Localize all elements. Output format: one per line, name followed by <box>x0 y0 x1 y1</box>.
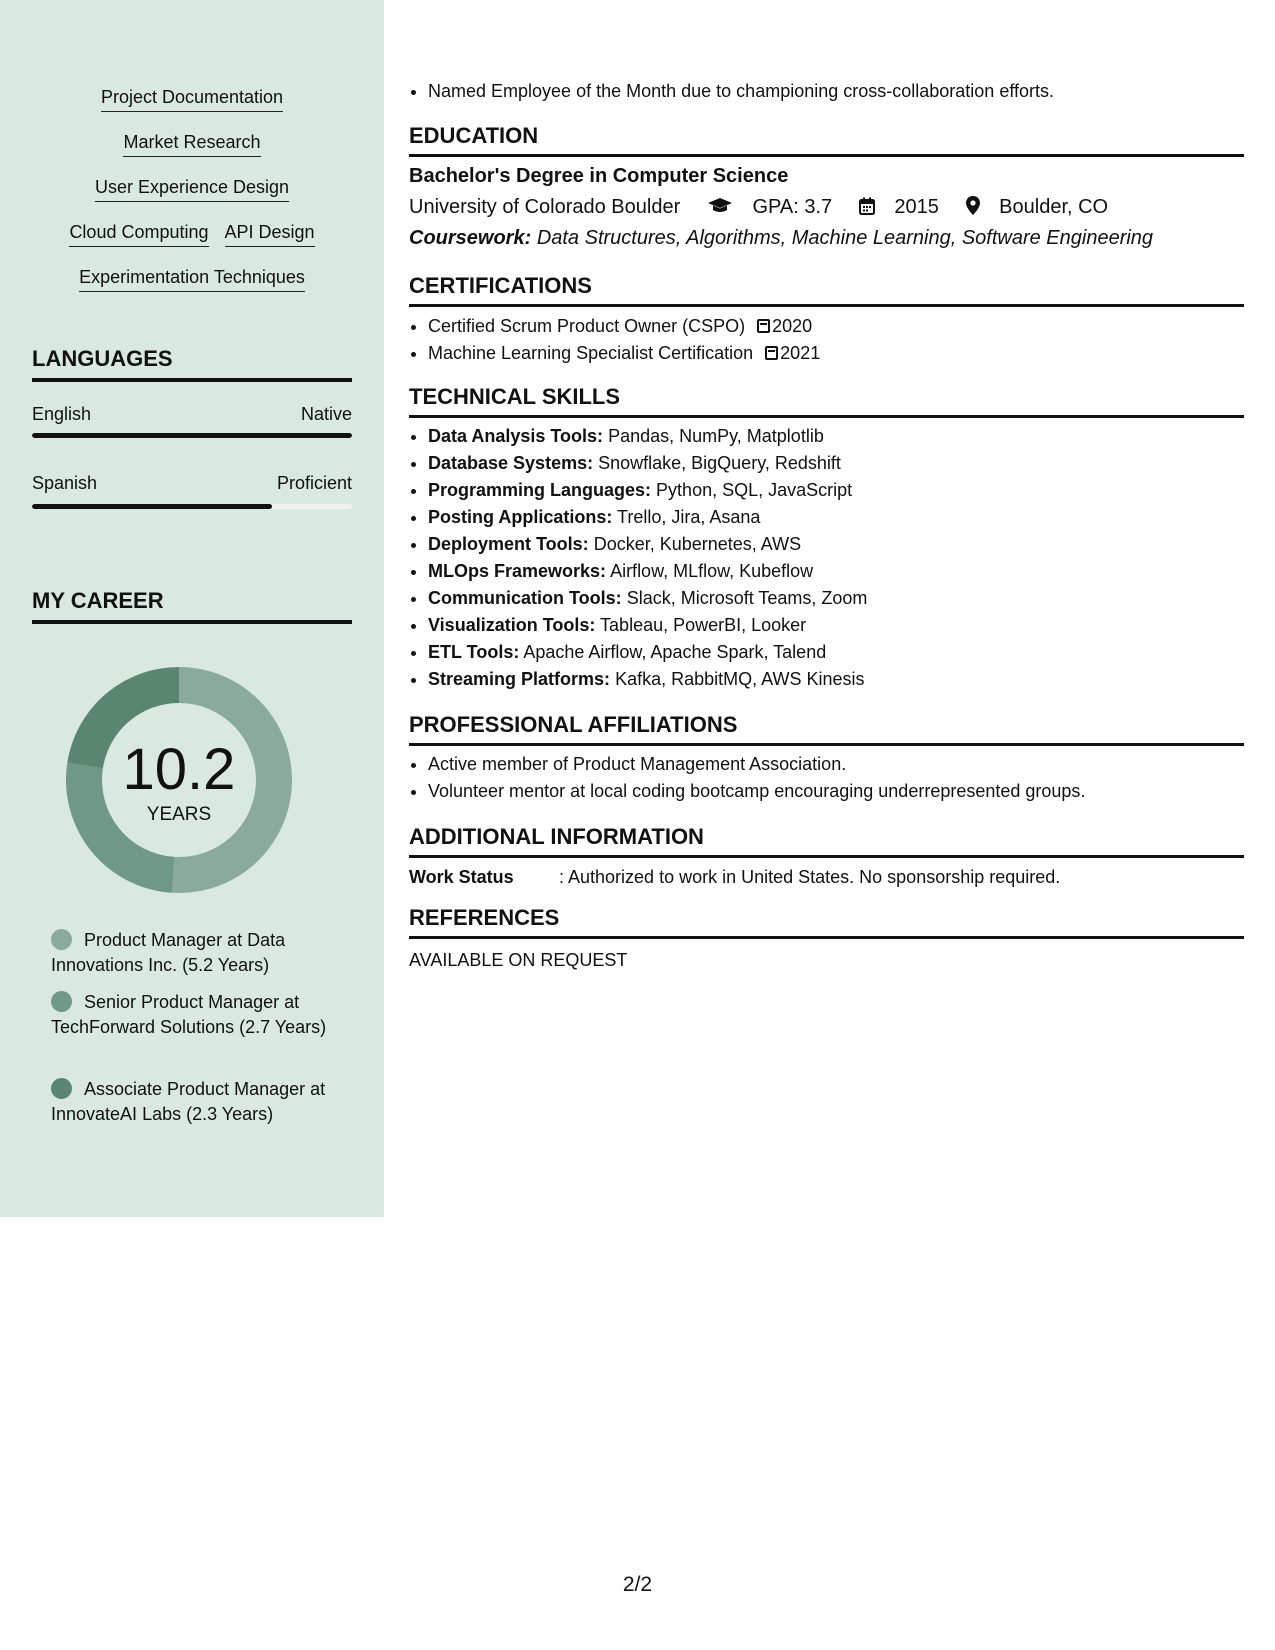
skill-category: ETL Tools: <box>428 642 520 662</box>
calendar-icon <box>757 319 770 333</box>
career-total <box>66 738 292 826</box>
language-bar-fill <box>32 433 352 438</box>
skill-tag: API Design <box>225 222 315 247</box>
language-bar-fill <box>32 504 272 509</box>
skill-tag: Cloud Computing <box>69 222 208 247</box>
certification-name: Machine Learning Specialist Certification <box>428 343 754 363</box>
skill-values: Kafka, RabbitMQ, AWS Kinesis <box>615 669 865 689</box>
skill-values: Python, SQL, JavaScript <box>656 480 853 500</box>
list-item <box>428 666 1243 693</box>
education-details <box>409 196 1108 219</box>
location: Boulder, CO <box>999 196 1109 218</box>
coursework-list: Data Structures, Algorithms, Machine Learning, Software Engineering <box>536 227 1154 249</box>
legend-dot <box>51 929 72 950</box>
certifications-heading: CERTIFICATIONS <box>409 273 1244 307</box>
legend-dot <box>51 1078 72 1099</box>
list-item <box>428 558 1243 585</box>
languages-heading: LANGUAGES <box>32 346 352 382</box>
sidebar <box>0 0 384 1217</box>
list-item <box>428 531 1243 558</box>
skill-tag: User Experience Design <box>95 177 289 202</box>
coursework-label: Coursework: <box>409 227 532 249</box>
graduation-cap-icon <box>707 197 733 215</box>
skill-values: Pandas, NumPy, Matplotlib <box>608 426 824 446</box>
list-item <box>428 639 1243 666</box>
certification-year: 2021 <box>780 343 821 363</box>
school-name: University of Colorado Boulder <box>409 196 681 218</box>
skill-row <box>0 267 384 292</box>
skill-tag: Market Research <box>123 132 260 157</box>
skill-category: Data Analysis Tools: <box>428 426 604 446</box>
skill-values: Trello, Jira, Asana <box>617 507 761 527</box>
work-status-value: : Authorized to work in United States. No sponsorship required. <box>559 867 1061 887</box>
career-heading: MY CAREER <box>32 588 352 624</box>
education-heading: EDUCATION <box>409 123 1244 157</box>
technical-skills-list <box>409 423 1243 693</box>
list-item <box>428 612 1243 639</box>
certifications-list <box>409 313 1243 367</box>
skill-category: Posting Applications: <box>428 507 613 527</box>
gpa: GPA: 3.7 <box>752 196 833 218</box>
calendar-icon <box>765 346 778 360</box>
language-bar-spanish <box>32 504 352 509</box>
list-item: • Named Employee of the Month due to championing cross-collaboration efforts. <box>428 78 1243 105</box>
language-level: Proficient <box>276 473 352 493</box>
career-legend-label: Associate Product Manager at InnovateAI Labs (2.3 Years) <box>51 1079 326 1124</box>
skill-category: Streaming Platforms: <box>428 669 611 689</box>
career-legend-item <box>51 928 331 978</box>
skill-category: Database Systems: <box>428 453 594 473</box>
list-item <box>428 504 1243 531</box>
skill-category: Communication Tools: <box>428 588 622 608</box>
skill-category: Visualization Tools: <box>428 615 596 635</box>
career-legend-item <box>51 990 331 1040</box>
affiliations-list <box>409 751 1243 805</box>
degree-title: Bachelor's Degree in Computer Science <box>409 165 789 187</box>
career-legend-label: Senior Product Manager at TechForward Solutions (2.7 Years) <box>51 992 327 1037</box>
coursework <box>409 227 1153 250</box>
language-bar-english <box>32 433 352 438</box>
skill-row <box>0 222 384 247</box>
references-heading: REFERENCES <box>409 905 1244 939</box>
list-item <box>428 477 1243 504</box>
work-status-label: Work Status <box>409 867 514 887</box>
skill-values: Apache Airflow, Apache Spark, Talend <box>523 642 827 662</box>
graduation-year: 2015 <box>894 196 939 218</box>
skill-values: Docker, Kubernetes, AWS <box>593 534 802 554</box>
skill-category: MLOps Frameworks: <box>428 561 607 581</box>
list-item: • Active member of Product Management Association. <box>428 751 1243 778</box>
list-item: • Volunteer mentor at local coding bootcamp encouraging underrepresented groups. <box>428 778 1243 805</box>
skill-values: Airflow, MLflow, Kubeflow <box>610 561 814 581</box>
skill-row <box>0 177 384 202</box>
skill-tag: Project Documentation <box>101 87 283 112</box>
list-item <box>428 585 1243 612</box>
skill-values: Tableau, PowerBI, Looker <box>600 615 807 635</box>
additional-info-heading: ADDITIONAL INFORMATION <box>409 824 1244 858</box>
certification-year: 2020 <box>772 316 813 336</box>
certification-name: Certified Scrum Product Owner (CSPO) <box>428 316 746 336</box>
career-total-value: 10.2 <box>122 737 236 802</box>
language-level: Native <box>300 404 352 424</box>
technical-skills-heading: TECHNICAL SKILLS <box>409 384 1244 418</box>
skill-tag: Experimentation Techniques <box>79 267 305 292</box>
references-text: AVAILABLE ON REQUEST <box>409 950 628 970</box>
legend-dot <box>51 991 72 1012</box>
language-name: Spanish <box>32 473 98 493</box>
list-item <box>428 313 1243 340</box>
page-number: 2/2 <box>622 1573 653 1596</box>
career-legend-label: Product Manager at Data Innovations Inc. (5.2 Years) <box>51 930 286 975</box>
calendar-icon <box>859 197 875 215</box>
skill-values: Snowflake, BigQuery, Redshift <box>598 453 841 473</box>
skill-row <box>0 132 384 157</box>
skill-values: Slack, Microsoft Teams, Zoom <box>626 588 868 608</box>
location-pin-icon <box>966 196 980 215</box>
skill-category: Programming Languages: <box>428 480 652 500</box>
experience-bullets <box>409 78 1243 105</box>
career-legend-item <box>51 1077 331 1127</box>
affiliations-heading: PROFESSIONAL AFFILIATIONS <box>409 712 1244 746</box>
skill-category: Deployment Tools: <box>428 534 589 554</box>
list-item <box>428 340 1243 367</box>
list-item <box>428 450 1243 477</box>
list-item <box>428 423 1243 450</box>
language-name: English <box>32 404 92 424</box>
career-total-unit: YEARS <box>146 804 212 825</box>
skill-row <box>0 87 384 112</box>
